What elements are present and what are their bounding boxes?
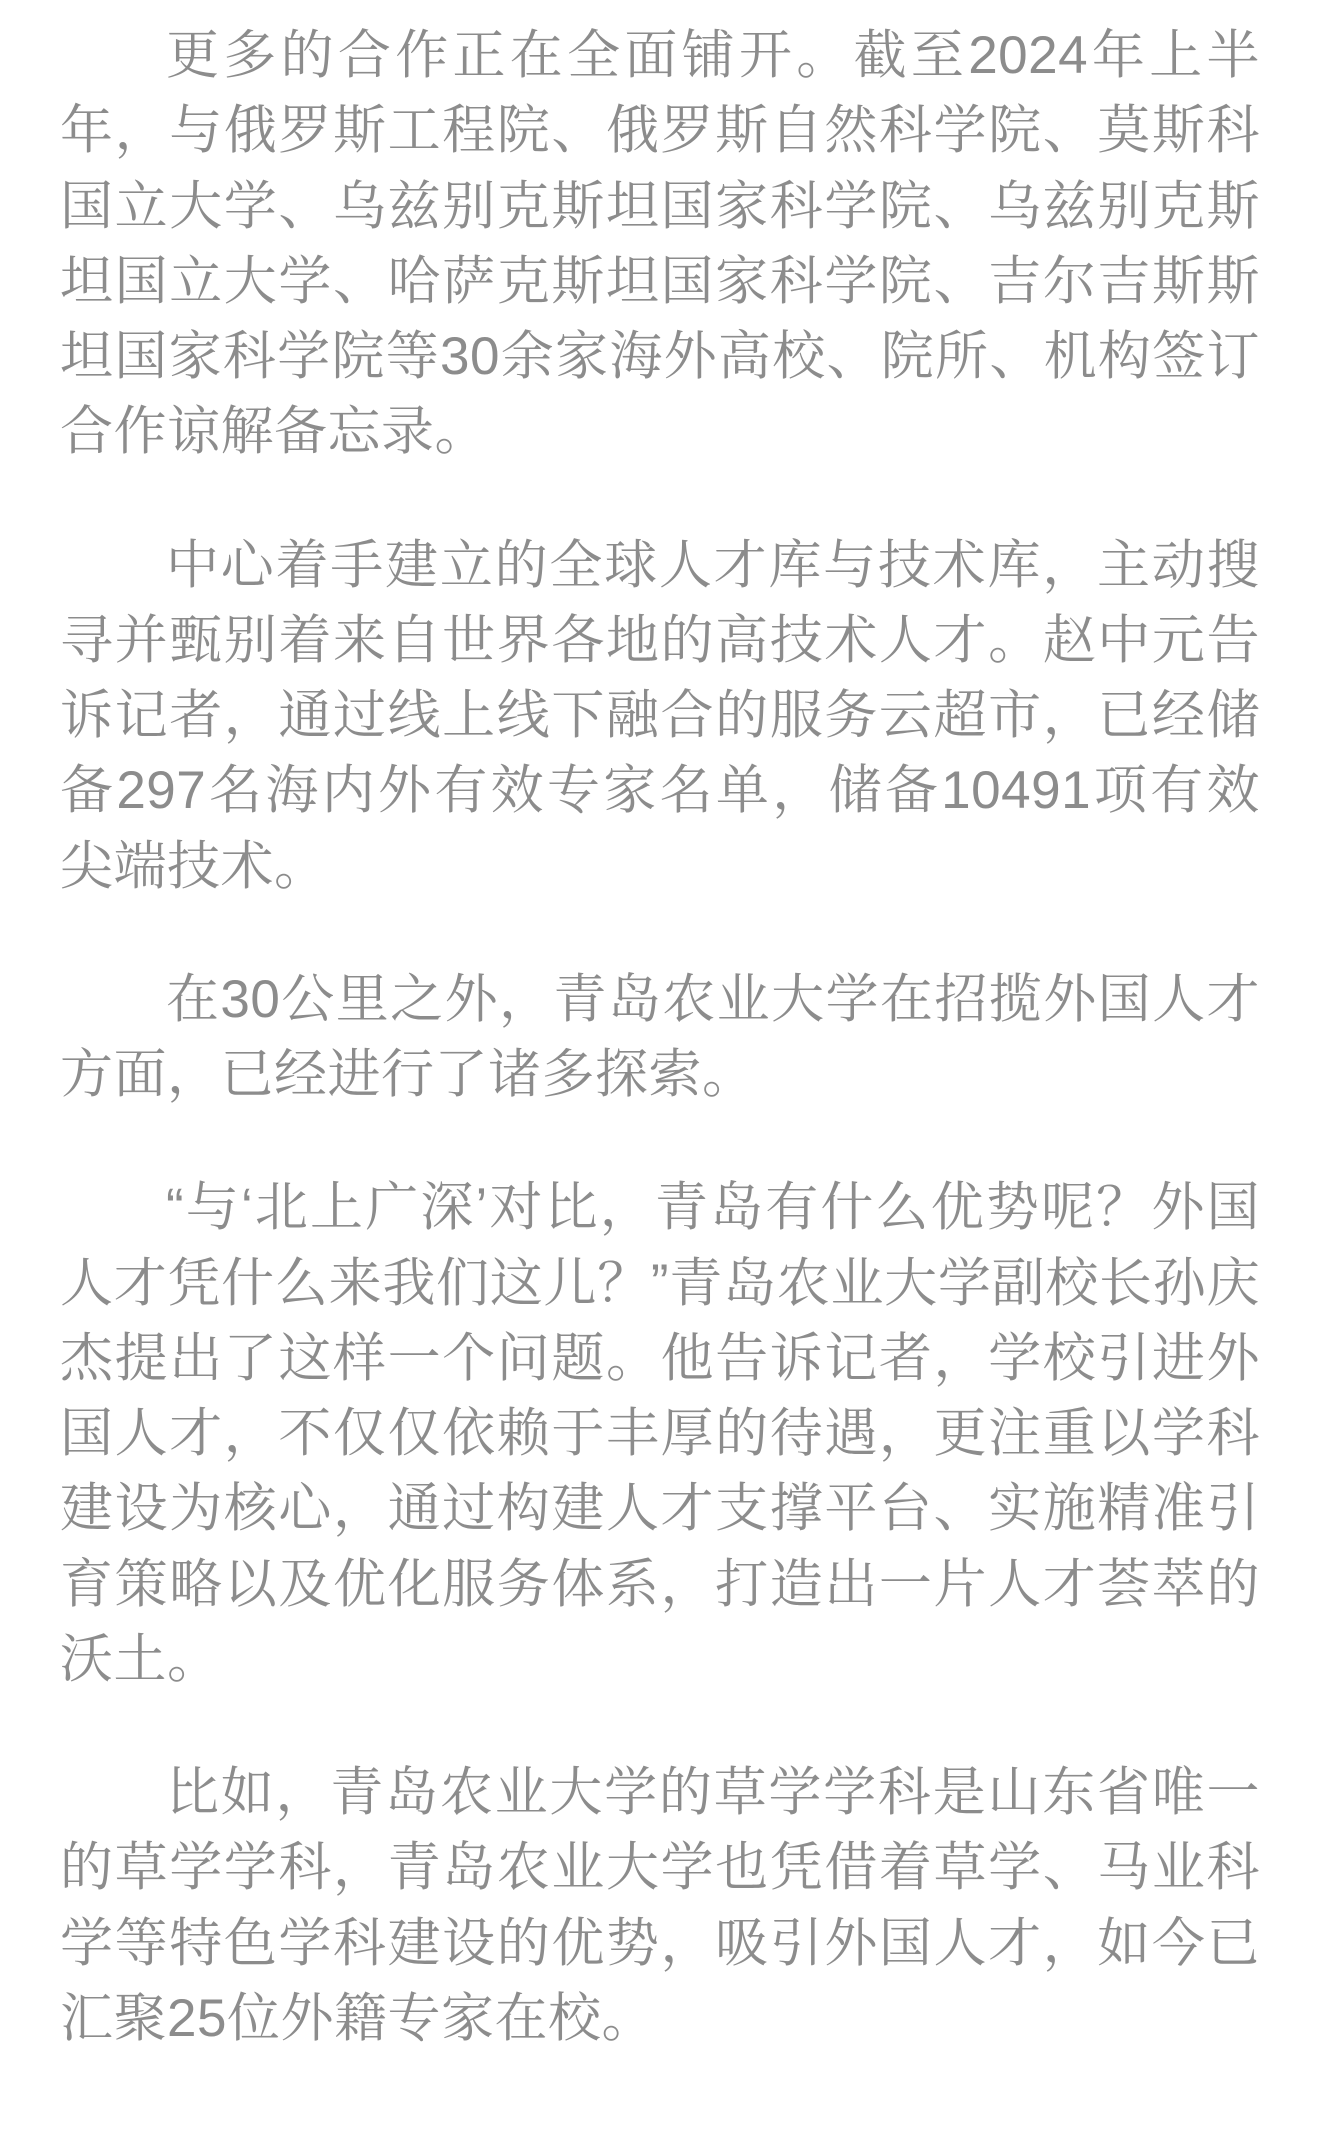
paragraph-grassland-discipline: 比如，青岛农业大学的草学学科是山东省唯一的草学学科，青岛农业大学也凭借着草学、马业科学等特色学科建设的优势，吸引外国人才，如今已汇聚25位外籍专家在校。 <box>60 1763 1260 2048</box>
paragraph-cooperation: 更多的合作正在全面铺开。截至2024年上半年，与俄罗斯工程院、俄罗斯自然科学院、莫斯科国立大学、乌兹别克斯坦国家科学院、乌兹别克斯坦国立大学、哈萨克斯坦国家科学院、吉尔吉斯斯坦国家科学院等30余家海外高校、院所、机构签订合作谅解备忘录。 <box>60 26 1260 462</box>
paragraph-talent-pool: 中心着手建立的全球人才库与技术库，主动搜寻并甄别着来自世界各地的高技术人才。赵中元告诉记者，通过线上线下融合的服务云超市，已经储备297名海内外有效专家名单，储备10491项有效尖端技术。 <box>60 535 1260 896</box>
paragraph-advantage-question: “与‘北上广深’对比，青岛有什么优势呢？外国人才凭什么来我们这儿？”青岛农业大学副校长孙庆杰提出了这样一个问题。他告诉记者，学校引进外国人才，不仅仅依赖于丰厚的待遇，更注重以学科建设为核心，通过构建人才支撑平台、实施精准引育策略以及优化服务体系，打造出一片人才荟萃的沃土。 <box>60 1178 1260 1689</box>
paragraph-agricultural-university: 在30公里之外，青岛农业大学在招揽外国人才方面，已经进行了诸多探索。 <box>60 969 1260 1104</box>
